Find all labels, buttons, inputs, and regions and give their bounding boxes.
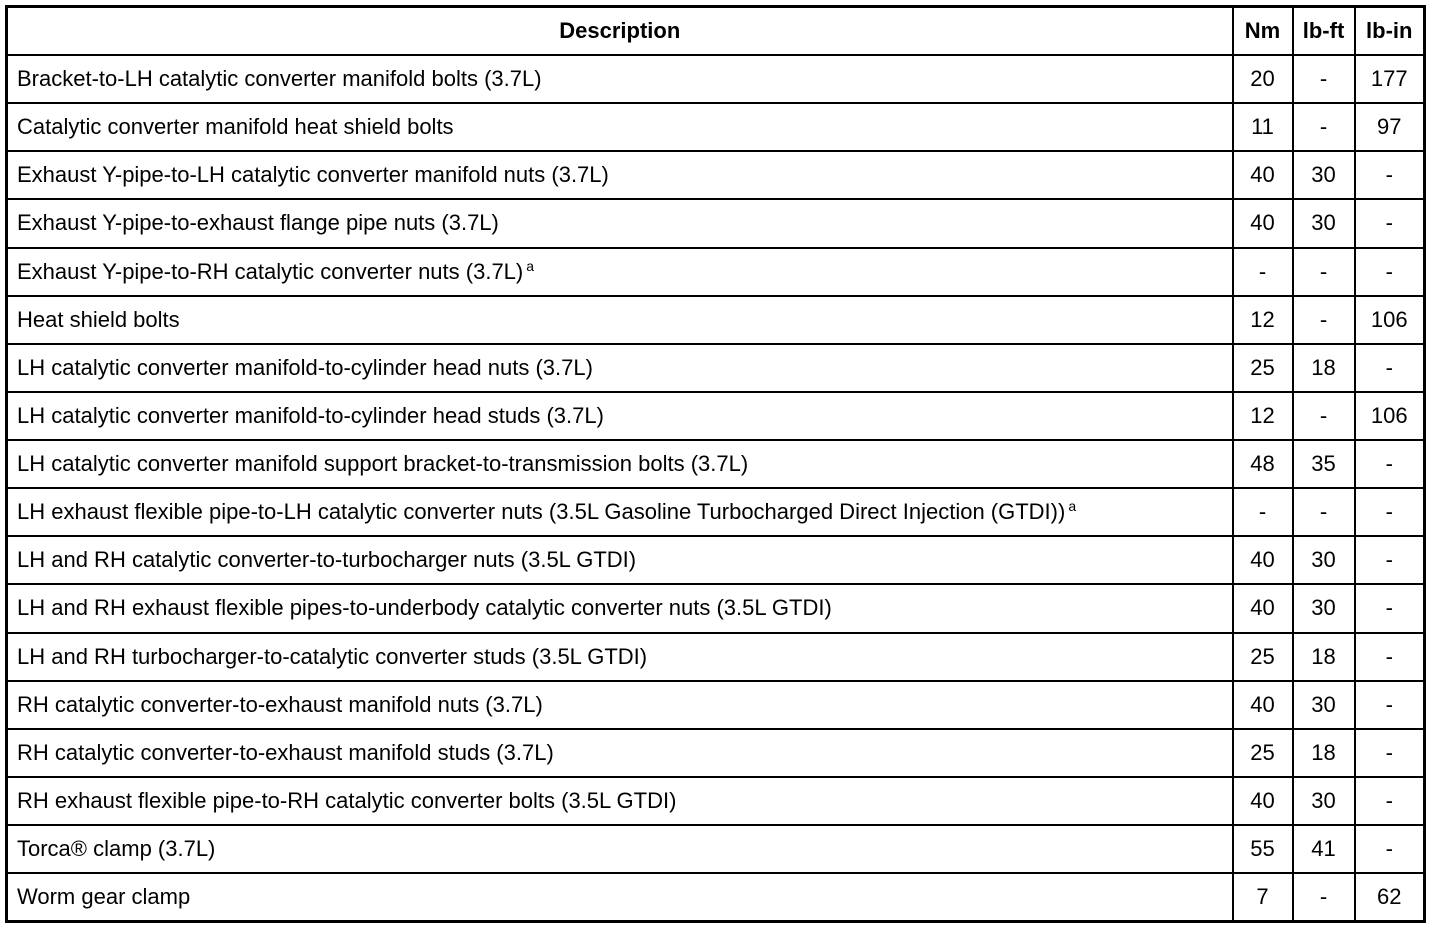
cell-lbft: - — [1293, 248, 1355, 296]
cell-lbin: - — [1355, 488, 1425, 536]
cell-lbft: 18 — [1293, 729, 1355, 777]
cell-nm: 25 — [1233, 344, 1293, 392]
cell-nm: 40 — [1233, 777, 1293, 825]
cell-nm: 55 — [1233, 825, 1293, 873]
cell-description — [7, 199, 1233, 247]
cell-description — [7, 55, 1233, 103]
cell-lbin: 62 — [1355, 873, 1425, 921]
description-text: Worm gear clamp — [17, 884, 191, 910]
table-row — [7, 873, 1425, 921]
cell-lbft: 30 — [1293, 536, 1355, 584]
description-text: LH and RH exhaust flexible pipes-to-underbody catalytic converter nuts (3.5L GTDI) — [17, 595, 832, 621]
description-text: RH exhaust flexible pipe-to-RH catalytic converter bolts (3.5L GTDI) — [17, 787, 677, 813]
cell-lbft: 30 — [1293, 584, 1355, 632]
cell-description — [7, 103, 1233, 151]
description-text: RH catalytic converter-to-exhaust manifold nuts (3.7L) — [17, 691, 543, 717]
description-text: Exhaust Y-pipe-to-RH catalytic converter nuts (3.7L) — [17, 258, 524, 284]
cell-lbft: - — [1293, 392, 1355, 440]
cell-nm: 40 — [1233, 681, 1293, 729]
table-row — [7, 440, 1425, 488]
cell-nm: 12 — [1233, 296, 1293, 344]
cell-description — [7, 151, 1233, 199]
cell-lbin: - — [1355, 536, 1425, 584]
cell-description — [7, 296, 1233, 344]
cell-lbft: 30 — [1293, 199, 1355, 247]
cell-lbft: 35 — [1293, 440, 1355, 488]
cell-lbft: 30 — [1293, 777, 1355, 825]
cell-nm: 11 — [1233, 103, 1293, 151]
description-text: Heat shield bolts — [17, 306, 180, 332]
cell-lbin: - — [1355, 344, 1425, 392]
cell-lbft: 18 — [1293, 633, 1355, 681]
cell-description — [7, 344, 1233, 392]
table-row — [7, 392, 1425, 440]
cell-nm: 25 — [1233, 729, 1293, 777]
cell-description — [7, 873, 1233, 921]
cell-nm: - — [1233, 248, 1293, 296]
header-nm: Nm — [1233, 7, 1293, 56]
description-text: Torca® clamp (3.7L) — [17, 836, 216, 862]
cell-lbin: - — [1355, 199, 1425, 247]
description-text: Exhaust Y-pipe-to-exhaust flange pipe nuts (3.7L) — [17, 210, 499, 236]
header-lbin: lb-in — [1355, 7, 1425, 56]
cell-lbft: - — [1293, 55, 1355, 103]
cell-lbft: - — [1293, 488, 1355, 536]
cell-description — [7, 248, 1233, 296]
table-row — [7, 584, 1425, 632]
description-text: LH catalytic converter manifold-to-cylinder head studs (3.7L) — [17, 402, 604, 428]
table-row — [7, 729, 1425, 777]
description-text: LH catalytic converter manifold-to-cylinder head nuts (3.7L) — [17, 354, 593, 380]
cell-lbft: 30 — [1293, 681, 1355, 729]
header-lbft: lb-ft — [1293, 7, 1355, 56]
cell-lbin: 106 — [1355, 296, 1425, 344]
table-row — [7, 199, 1425, 247]
table-row — [7, 681, 1425, 729]
cell-lbft: - — [1293, 296, 1355, 344]
description-text: Bracket-to-LH catalytic converter manifold bolts (3.7L) — [17, 66, 542, 92]
cell-lbin: 106 — [1355, 392, 1425, 440]
table-header-row — [7, 7, 1425, 56]
cell-description — [7, 488, 1233, 536]
cell-lbin: - — [1355, 729, 1425, 777]
cell-lbin: 97 — [1355, 103, 1425, 151]
table-row — [7, 103, 1425, 151]
cell-lbin: - — [1355, 825, 1425, 873]
cell-description — [7, 777, 1233, 825]
description-text: LH catalytic converter manifold support bracket-to-transmission bolts (3.7L) — [17, 451, 749, 477]
cell-lbin: - — [1355, 151, 1425, 199]
table-row — [7, 825, 1425, 873]
cell-nm: - — [1233, 488, 1293, 536]
footnote-marker: a — [526, 257, 535, 274]
cell-lbin: - — [1355, 777, 1425, 825]
cell-lbin: - — [1355, 584, 1425, 632]
table-row — [7, 633, 1425, 681]
cell-description — [7, 392, 1233, 440]
table-row — [7, 296, 1425, 344]
cell-lbin: - — [1355, 633, 1425, 681]
cell-nm: 12 — [1233, 392, 1293, 440]
cell-description — [7, 440, 1233, 488]
description-text: LH and RH turbocharger-to-catalytic converter studs (3.5L GTDI) — [17, 643, 648, 669]
cell-lbin: - — [1355, 681, 1425, 729]
cell-lbft: 41 — [1293, 825, 1355, 873]
description-text: Exhaust Y-pipe-to-LH catalytic converter manifold nuts (3.7L) — [17, 162, 609, 188]
cell-nm: 40 — [1233, 151, 1293, 199]
footnote-marker: a — [1068, 498, 1077, 515]
cell-nm: 20 — [1233, 55, 1293, 103]
cell-description — [7, 584, 1233, 632]
cell-description — [7, 825, 1233, 873]
description-text: LH and RH catalytic converter-to-turbocharger nuts (3.5L GTDI) — [17, 547, 637, 573]
table-row — [7, 151, 1425, 199]
cell-lbft: 30 — [1293, 151, 1355, 199]
table-row — [7, 344, 1425, 392]
cell-nm: 48 — [1233, 440, 1293, 488]
cell-nm: 40 — [1233, 536, 1293, 584]
description-text: LH exhaust flexible pipe-to-LH catalytic converter nuts (3.5L Gasoline Turbocharged Direct Injection (GTDI)) — [17, 499, 1066, 525]
description-text: Catalytic converter manifold heat shield bolts — [17, 114, 454, 140]
cell-nm: 25 — [1233, 633, 1293, 681]
table-row — [7, 536, 1425, 584]
cell-description — [7, 681, 1233, 729]
table-body — [7, 55, 1425, 922]
cell-lbin: 177 — [1355, 55, 1425, 103]
cell-description — [7, 536, 1233, 584]
description-text: RH catalytic converter-to-exhaust manifold studs (3.7L) — [17, 739, 554, 765]
cell-lbft: - — [1293, 873, 1355, 921]
torque-spec-table — [5, 5, 1426, 923]
cell-nm: 40 — [1233, 199, 1293, 247]
cell-lbin: - — [1355, 248, 1425, 296]
cell-description — [7, 633, 1233, 681]
cell-lbft: - — [1293, 103, 1355, 151]
cell-description — [7, 729, 1233, 777]
cell-lbft: 18 — [1293, 344, 1355, 392]
cell-nm: 7 — [1233, 873, 1293, 921]
table-row — [7, 777, 1425, 825]
table-row — [7, 248, 1425, 296]
cell-nm: 40 — [1233, 584, 1293, 632]
table-row — [7, 55, 1425, 103]
table-row — [7, 488, 1425, 536]
cell-lbin: - — [1355, 440, 1425, 488]
header-description: Description — [7, 7, 1233, 56]
